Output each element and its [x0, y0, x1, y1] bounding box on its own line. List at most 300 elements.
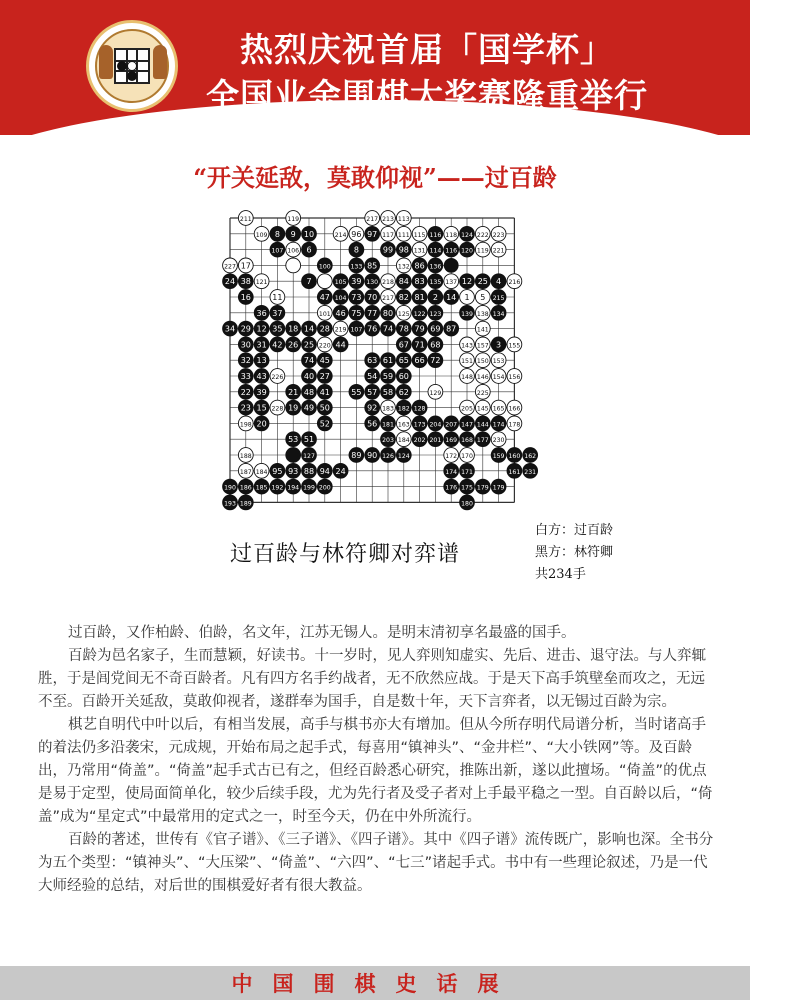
white-stone: [396, 432, 411, 447]
white-stone: [381, 226, 396, 241]
logo-black-stone: [117, 61, 127, 71]
black-stone: [365, 258, 380, 273]
move-number: 151: [461, 358, 473, 366]
black-stone: [460, 479, 475, 494]
black-stone: [396, 242, 411, 257]
black-stone: [302, 448, 317, 463]
black-stone: [381, 321, 396, 336]
move-number: 153: [492, 358, 505, 366]
black-stone: [302, 384, 317, 399]
white-stone: [396, 305, 411, 320]
move-number: 116: [429, 231, 442, 239]
black-stone: [396, 290, 411, 305]
black-stone: [491, 416, 506, 431]
move-number: 52: [319, 419, 330, 429]
move-number: 21: [288, 387, 299, 397]
move-number: 138: [476, 310, 489, 318]
move-number: 24: [335, 466, 346, 476]
unnumbered-black-stone: [286, 448, 301, 463]
move-number: 82: [398, 293, 409, 302]
move-number: 194: [287, 484, 300, 492]
black-stone: [428, 353, 443, 368]
white-stone: [412, 226, 427, 241]
move-number: 113: [397, 216, 410, 223]
move-number: 175: [461, 484, 473, 492]
black-stone: [349, 448, 364, 463]
black-stone: [365, 226, 380, 241]
white-stone: [254, 226, 269, 241]
move-number: 121: [255, 279, 268, 287]
move-number: 119: [287, 216, 300, 223]
article-paragraph: 棋艺自明代中叶以后，有相当发展，高手与棋书亦大有增加。但从今所存明代局谱分析，当时诸高手的着法仍多沿袭宋，元成规，开始布局之起手式，每喜用“镇神头”、“金井栏”、“大小铁网”等。及百龄出，乃常用“倚盖”。“倚盖”起手式古已有之，但经百龄悉心研究，推陈出新，遂以此擅场。“倚盖”的优点是易于定型，使局面简单化，较少后续手段，尤为先行者及受子者对上手最平稳之一型。自百龄以后，“倚盖”成为“星定式”中最常用的定式之一，时至今天，仍在中外所流行。: [38, 717, 713, 825]
white-stone: [491, 242, 506, 257]
move-number: 227: [224, 263, 236, 271]
move-number: 179: [476, 484, 489, 492]
black-stone: [254, 337, 269, 352]
black-stone: [412, 258, 427, 273]
white-stone: [460, 400, 475, 415]
move-number: 25: [477, 277, 488, 287]
move-number: 12: [256, 324, 267, 334]
black-stone: [460, 495, 475, 510]
black-stone: [286, 384, 301, 399]
move-number: 220: [318, 342, 331, 350]
move-number: 228: [271, 405, 284, 413]
move-number: 31: [256, 340, 267, 350]
black-stone: [428, 416, 443, 431]
black-stone: [444, 242, 459, 257]
move-number: 123: [429, 310, 442, 318]
move-number: 5: [480, 293, 486, 302]
black-stone: [412, 400, 427, 415]
move-number: 180: [461, 500, 473, 508]
logo-left-figure: [99, 45, 113, 79]
white-stone: [270, 369, 285, 384]
move-number: 105: [334, 279, 347, 287]
players-info: [535, 520, 613, 586]
move-number: 87: [446, 324, 457, 334]
black-stone: [333, 337, 348, 352]
white-stone: [317, 337, 332, 352]
black-stone: [254, 321, 269, 336]
black-stone: [223, 274, 238, 289]
move-number: 141: [476, 326, 489, 334]
move-number: 119: [476, 247, 489, 255]
move-number: 101: [318, 310, 331, 318]
black-stone: [381, 305, 396, 320]
black-stone: [475, 274, 490, 289]
move-number: 213: [382, 216, 394, 223]
move-number: 173: [413, 421, 426, 429]
white-stone: [475, 337, 490, 352]
move-number: 67: [398, 340, 409, 350]
white-stone: [396, 226, 411, 241]
move-number: 12: [461, 277, 473, 287]
move-number: 53: [288, 435, 299, 445]
move-number: 156: [508, 374, 521, 381]
black-stone: [428, 290, 443, 305]
move-number: 202: [413, 437, 426, 445]
move-number: 125: [397, 310, 410, 318]
move-number: 60: [398, 372, 409, 381]
footer-bar: [0, 966, 750, 1000]
move-number: 198: [239, 421, 252, 429]
move-number: 174: [445, 468, 458, 476]
move-number: 129: [429, 389, 442, 397]
white-stone: [381, 400, 396, 415]
move-number: 45: [319, 356, 330, 366]
move-number: 41: [319, 387, 330, 397]
move-number: 80: [382, 308, 394, 318]
move-number: 37: [272, 308, 283, 318]
white-stone: [381, 274, 396, 289]
move-number: 107: [350, 326, 363, 334]
black-stone: [286, 400, 301, 415]
black-stone: [428, 242, 443, 257]
move-number: 203: [382, 437, 394, 445]
black-stone: [223, 495, 238, 510]
move-number: 169: [445, 437, 458, 445]
black-stone: [270, 226, 285, 241]
move-number: 71: [414, 340, 425, 350]
white-stone: [381, 211, 396, 226]
white-stone: [460, 369, 475, 384]
move-number: 44: [335, 340, 346, 350]
move-number: 178: [508, 421, 521, 429]
white-stone: [475, 400, 490, 415]
move-number: 182: [397, 405, 410, 413]
black-stone: [444, 290, 459, 305]
black-stone: [412, 416, 427, 431]
move-number: 168: [461, 437, 473, 445]
white-stone: [286, 211, 301, 226]
white-stone: [507, 416, 522, 431]
move-number: 225: [476, 389, 489, 397]
move-number: 89: [351, 451, 362, 460]
black-stone: [302, 337, 317, 352]
move-number: 3: [496, 340, 502, 350]
move-number: 186: [239, 484, 252, 492]
white-stone: [254, 463, 269, 478]
white-stone: [365, 211, 380, 226]
move-number: 97: [367, 229, 378, 239]
move-number: 174: [492, 421, 505, 429]
move-number: 55: [351, 387, 362, 397]
move-number: 76: [367, 324, 378, 334]
white-stone: [491, 369, 506, 384]
move-number: 38: [240, 277, 251, 287]
black-stone: [396, 337, 411, 352]
move-number: 17: [240, 261, 251, 271]
black-stone: [302, 274, 317, 289]
move-number: 163: [397, 421, 410, 429]
move-number: 217: [382, 295, 394, 302]
logo-black-stone: [127, 71, 137, 81]
black-stone: [428, 321, 443, 336]
white-stone: [412, 242, 427, 257]
move-number: 22: [240, 387, 251, 397]
move-number: 146: [476, 374, 489, 381]
black-stone: [302, 321, 317, 336]
move-number: 118: [445, 231, 458, 239]
move-number: 223: [492, 231, 505, 239]
move-number: 8: [274, 229, 280, 239]
black-stone: [381, 448, 396, 463]
move-number: 104: [334, 295, 347, 302]
black-stone: [302, 463, 317, 478]
move-number: 24: [224, 277, 236, 287]
black-stone: [365, 448, 380, 463]
black-stone: [507, 448, 522, 463]
white-stone: [475, 321, 490, 336]
black-stone: [238, 479, 253, 494]
black-stone: [254, 479, 269, 494]
tournament-logo: [86, 20, 178, 112]
move-number: 136: [429, 263, 442, 271]
footer-title: 中国围棋史话展: [231, 971, 519, 996]
black-stone: [491, 274, 506, 289]
black-stone: [349, 384, 364, 399]
move-number: 98: [398, 245, 409, 255]
white-stone: [428, 384, 443, 399]
white-stone: [460, 337, 475, 352]
white-stone: [238, 258, 253, 273]
move-number: 36: [256, 308, 267, 318]
white-stone: [254, 274, 269, 289]
move-number: 39: [351, 277, 362, 287]
move-number: 231: [524, 468, 537, 476]
move-number: 166: [508, 405, 521, 413]
black-stone: [444, 416, 459, 431]
move-number: 69: [430, 324, 441, 334]
logo-right-figure: [153, 45, 167, 79]
move-number: 217: [366, 216, 379, 223]
move-number: 193: [224, 500, 236, 508]
move-number: 222: [476, 231, 489, 239]
black-stone: [238, 369, 253, 384]
move-number: 43: [256, 372, 267, 381]
move-number: 33: [240, 372, 251, 381]
black-stone: [286, 226, 301, 241]
move-number: 201: [429, 437, 442, 445]
move-number: 161: [508, 468, 521, 476]
white-stone: [475, 242, 490, 257]
white-stone: [381, 290, 396, 305]
black-stone: [317, 258, 332, 273]
move-number: 95: [272, 466, 283, 476]
move-number: 143: [461, 342, 473, 350]
black-stone: [238, 353, 253, 368]
black-stone: [396, 321, 411, 336]
black-stone: [491, 337, 506, 352]
move-number: 63: [367, 356, 378, 366]
black-stone: [317, 463, 332, 478]
move-number: 6: [306, 245, 312, 255]
black-stone: [302, 353, 317, 368]
move-number: 46: [335, 308, 346, 318]
article-paragraph: 过百龄，又作柏龄、伯龄，名文年，江苏无锡人。是明末清初享名最盛的国手。: [68, 625, 576, 641]
move-number: 200: [318, 484, 331, 492]
black-stone: [333, 305, 348, 320]
black-stone: [286, 479, 301, 494]
move-number: 147: [461, 421, 473, 429]
logo-white-stone: [127, 61, 137, 71]
black-stone: [396, 448, 411, 463]
move-number: 40: [303, 372, 315, 381]
black-stone: [365, 290, 380, 305]
move-number: 137: [445, 279, 458, 287]
move-number: 78: [398, 324, 409, 334]
move-number: 184: [255, 468, 268, 476]
move-number: 65: [398, 356, 409, 366]
black-stone: [381, 353, 396, 368]
white-stone: [491, 432, 506, 447]
white-stone: [475, 369, 490, 384]
move-number: 214: [334, 231, 347, 239]
white-player: 白方：过百龄: [535, 523, 614, 538]
move-number: 187: [239, 468, 252, 476]
black-stone: [412, 337, 427, 352]
move-number: 70: [367, 293, 378, 302]
move-number: 94: [319, 466, 330, 476]
black-stone: [302, 369, 317, 384]
black-stone: [365, 305, 380, 320]
move-number: 132: [397, 263, 410, 271]
white-stone: [333, 321, 348, 336]
black-stone: [333, 290, 348, 305]
white-stone: [349, 226, 364, 241]
move-number: 124: [397, 453, 410, 460]
move-number: 18: [288, 324, 299, 334]
move-number: 39: [256, 387, 267, 397]
move-number: 20: [256, 419, 267, 429]
move-number: 7: [306, 277, 312, 287]
black-stone: [523, 448, 538, 463]
move-number: 83: [414, 277, 425, 287]
black-stone: [286, 432, 301, 447]
move-number: 27: [319, 372, 330, 381]
black-stone: [286, 337, 301, 352]
black-stone: [412, 432, 427, 447]
move-number: 171: [461, 468, 473, 476]
black-stone: [302, 226, 317, 241]
white-stone: [333, 226, 348, 241]
white-stone: [507, 369, 522, 384]
black-stone: [223, 479, 238, 494]
move-number: 93: [288, 466, 299, 476]
move-number: 145: [476, 405, 489, 413]
black-stone: [491, 305, 506, 320]
move-number: 109: [255, 231, 268, 239]
white-stone: [507, 337, 522, 352]
move-number: 218: [382, 279, 394, 287]
black-stone: [349, 305, 364, 320]
move-number: 50: [319, 403, 330, 413]
black-stone: [270, 479, 285, 494]
move-number: 139: [461, 310, 473, 318]
black-stone: [270, 321, 285, 336]
move-number: 219: [334, 326, 347, 334]
move-number: 51: [303, 435, 315, 445]
move-number: 155: [508, 342, 521, 350]
move-number: 54: [367, 372, 378, 381]
black-stone: [317, 353, 332, 368]
black-stone: [365, 416, 380, 431]
black-stone: [238, 274, 253, 289]
black-stone: [491, 448, 506, 463]
move-number: 48: [303, 387, 315, 397]
black-stone: [270, 463, 285, 478]
header-title-line2: 全国业余围棋大奖赛隆重举行: [206, 76, 648, 115]
logo-go-grid: [114, 48, 150, 84]
move-number: 73: [351, 293, 362, 302]
move-number: 130: [366, 279, 379, 287]
move-number: 226: [271, 374, 284, 381]
move-number: 172: [445, 453, 458, 460]
black-stone: [475, 432, 490, 447]
move-number: 13: [256, 356, 267, 366]
move-number: 165: [492, 405, 505, 413]
move-number: 14: [446, 293, 457, 302]
move-number: 88: [303, 466, 315, 476]
move-number: 126: [382, 453, 394, 460]
move-number: 23: [240, 403, 251, 413]
move-number: 62: [398, 387, 409, 397]
move-number: 32: [240, 356, 251, 366]
move-number: 106: [287, 247, 300, 255]
black-stone: [349, 258, 364, 273]
move-number: 159: [492, 453, 505, 460]
move-number: 162: [524, 453, 537, 460]
move-number: 177: [476, 437, 489, 445]
white-stone: [475, 305, 490, 320]
black-stone: [428, 337, 443, 352]
white-stone: [475, 384, 490, 399]
black-stone: [428, 432, 443, 447]
black-stone: [444, 463, 459, 478]
black-stone: [381, 384, 396, 399]
move-number: 134: [492, 310, 505, 318]
black-stone: [428, 258, 443, 273]
move-number: 207: [445, 421, 458, 429]
move-number: 77: [367, 308, 378, 318]
move-number: 199: [303, 484, 315, 492]
black-stone: [317, 400, 332, 415]
black-stone: [317, 369, 332, 384]
unnumbered-black-stone: [444, 258, 459, 273]
black-stone: [238, 400, 253, 415]
white-stone: [270, 400, 285, 415]
move-number: 179: [492, 484, 505, 492]
black-stone: [333, 274, 348, 289]
black-stone: [365, 369, 380, 384]
white-stone: [491, 353, 506, 368]
black-stone: [317, 290, 332, 305]
black-stone: [396, 353, 411, 368]
black-stone: [254, 416, 269, 431]
black-stone: [396, 400, 411, 415]
page-subtitle: “开关延敌，莫敢仰视”——过百龄: [193, 163, 557, 192]
black-stone: [507, 463, 522, 478]
black-stone: [349, 274, 364, 289]
move-number: 99: [382, 245, 394, 255]
black-stone: [428, 305, 443, 320]
black-stone: [270, 305, 285, 320]
move-number: 100: [318, 263, 331, 271]
article-paragraph: 百龄为邑名家子，生而慧颖，好读书。十一岁时，见人弈则知虚实、先后、进击、退守法。与人弈辄胜，于是闾党间无不奇百龄者。凡有四方名手约战者，无不欣然应战。于是天下高手筑壁垒而攻之，无远不至。百龄开关延敌，莫敢仰视者，遂群奉为国手，自是数十年，天下言弈者，以无锡过百龄为宗。: [38, 648, 706, 710]
white-stone: [223, 258, 238, 273]
black-stone: [317, 384, 332, 399]
